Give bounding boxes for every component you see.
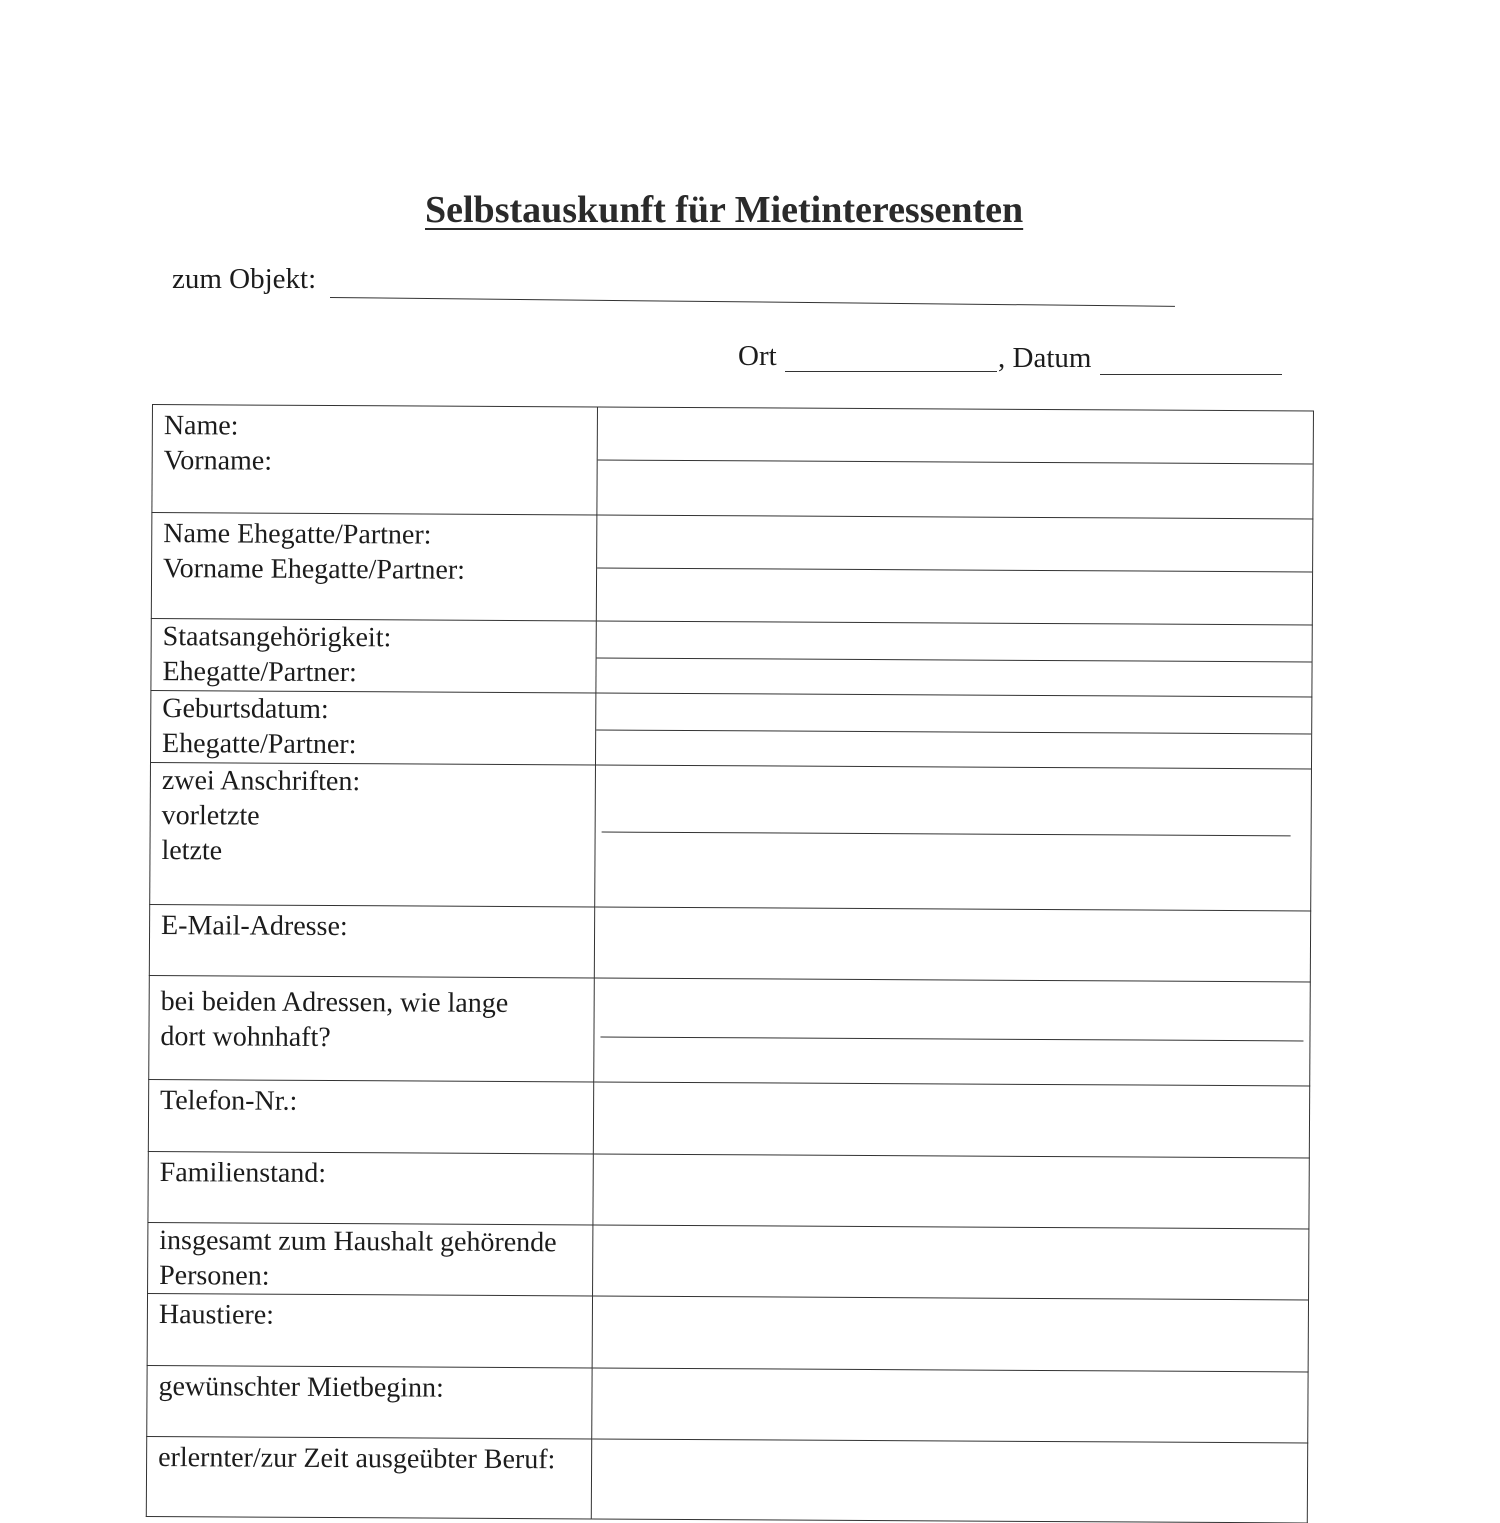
value-cell-telefon[interactable] — [593, 1082, 1309, 1158]
ort-field-line[interactable] — [785, 371, 997, 372]
label-staatsangehoerigkeit: Staatsangehörigkeit: — [162, 621, 392, 654]
form-row-anschriften — [150, 762, 1312, 910]
field-divider — [598, 459, 1313, 464]
label-email: E-Mail-Adresse: — [161, 910, 348, 943]
label-vorname: Vorname: — [163, 445, 273, 477]
field-divider — [596, 729, 1311, 734]
label-beruf: erlernter/zur Zeit ausgeübter Beruf: — [158, 1442, 556, 1476]
objekt-field-line[interactable] — [330, 297, 1175, 307]
value-cell-wohnhaft[interactable] — [594, 978, 1311, 1086]
label-partner-name: Name Ehegatte/Partner: — [163, 518, 432, 551]
form-row-haushalt — [148, 1222, 1309, 1299]
label-haushalt-2: Personen: — [159, 1260, 270, 1292]
value-cell-partner-name[interactable] — [596, 515, 1313, 625]
form-row-name — [152, 405, 1314, 519]
label-partner: Ehegatte/Partner: — [162, 656, 357, 689]
label-anschriften: zwei Anschriften: — [161, 765, 361, 798]
label-geburtsdatum: Geburtsdatum: — [162, 693, 329, 725]
label-wohnhaft-2: dort wohnhaft? — [160, 1021, 331, 1054]
label-partner: Ehegatte/Partner: — [162, 728, 357, 761]
value-cell-email[interactable] — [594, 907, 1310, 982]
form-row-wohnhaft — [149, 975, 1311, 1085]
label-name: Name: — [163, 410, 239, 442]
label-wohnhaft-1: bei beiden Adressen, wie lange — [160, 986, 509, 1019]
label-haushalt-1: insgesamt zum Haushalt gehörende — [159, 1225, 557, 1259]
label-partner-vorname: Vorname Ehegatte/Partner: — [162, 553, 466, 586]
label-telefon: Telefon-Nr.: — [160, 1085, 298, 1117]
form-row-geburtsdatum — [150, 690, 1311, 768]
datum-field-line[interactable] — [1100, 374, 1282, 375]
form-row-familienstand — [148, 1151, 1309, 1228]
form-row-haustiere — [147, 1293, 1308, 1371]
value-cell-name[interactable] — [597, 407, 1314, 519]
field-divider — [597, 567, 1312, 572]
label-cell — [152, 405, 598, 515]
label-familienstand: Familienstand: — [159, 1157, 327, 1189]
datum-label: , Datum — [998, 342, 1092, 374]
applicant-form — [146, 404, 1314, 1523]
label-mietbeginn: gewünschter Mietbeginn: — [158, 1371, 444, 1404]
field-divider — [600, 1037, 1303, 1042]
form-title: Selbstauskunft für Mietinteressenten — [425, 189, 1024, 231]
form-row-email — [149, 904, 1310, 981]
value-cell-anschriften[interactable] — [595, 765, 1312, 911]
field-divider — [597, 657, 1312, 662]
label-letzte: letzte — [161, 835, 223, 867]
value-cell-staatsangehoerigkeit[interactable] — [596, 621, 1312, 697]
field-divider — [602, 832, 1291, 837]
form-row-beruf — [146, 1436, 1307, 1522]
form-row-staatsangehoerigkeit — [151, 618, 1312, 696]
value-cell-mietbeginn[interactable] — [592, 1368, 1308, 1443]
ort-label: Ort — [738, 340, 777, 372]
value-cell-beruf[interactable] — [591, 1439, 1307, 1523]
value-cell-geburtsdatum[interactable] — [595, 693, 1311, 769]
form-table — [146, 404, 1314, 1523]
label-vorletzte: vorletzte — [161, 800, 260, 832]
value-cell-haustiere[interactable] — [592, 1296, 1308, 1372]
label-haustiere: Haustiere: — [158, 1299, 275, 1331]
value-cell-familienstand[interactable] — [593, 1154, 1309, 1229]
form-row-partner-name — [151, 513, 1313, 625]
value-cell-haushalt[interactable] — [593, 1225, 1309, 1300]
form-row-telefon — [148, 1079, 1309, 1157]
form-row-mietbeginn — [147, 1365, 1308, 1442]
objekt-label: zum Objekt: — [172, 263, 317, 295]
